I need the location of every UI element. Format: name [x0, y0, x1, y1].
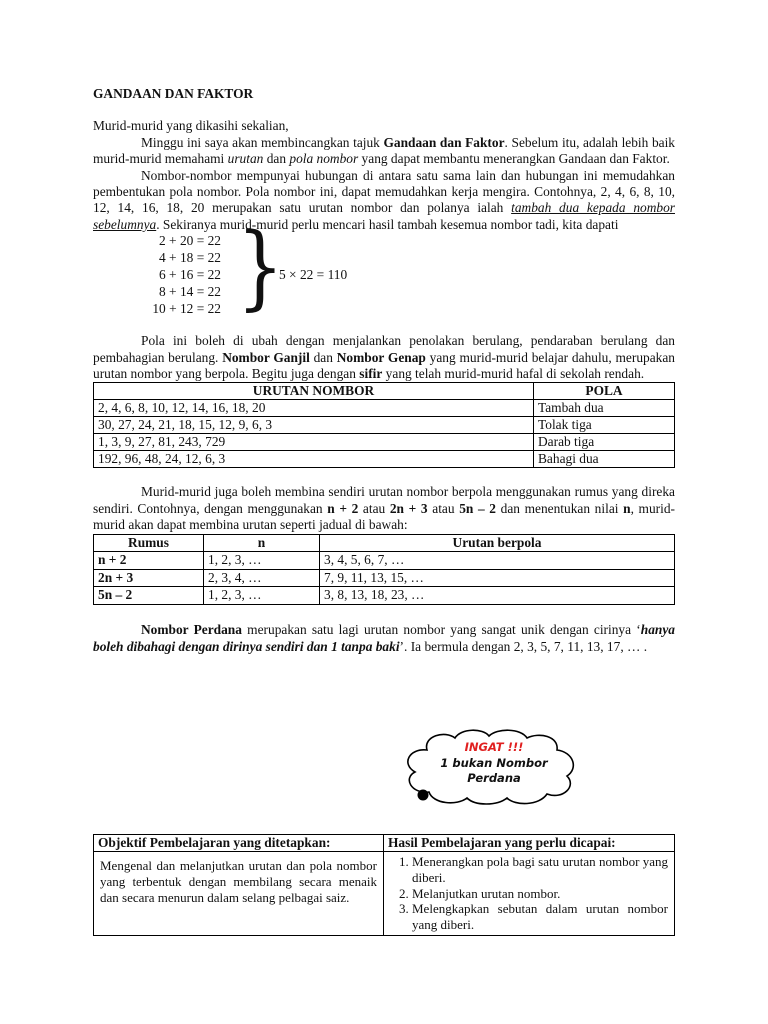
table-row [94, 552, 675, 570]
table-cell: 192, 96, 48, 24, 12, 6, 3 [94, 451, 534, 468]
sum-equation: 2 + 20 = 22 [159, 233, 221, 249]
table-cell: 30, 27, 24, 21, 18, 15, 12, 9, 6, 3 [94, 417, 534, 434]
table-row [94, 434, 675, 451]
sum-result: 5 × 22 = 110 [279, 267, 348, 283]
table-header-row [94, 534, 675, 552]
paragraph-formula: Murid-murid juga boleh membina sendiri urutan nombor berpola menggunakan rumus yang direka sendiri. Contohnya, dengan menggunakan n + 2 atau 2n + 3 atau 5n – 2 dan menentukan nilai n, murid-murid akan dapat membina urutan seperti jadual di bawah: [93, 484, 676, 533]
paragraph-intro: Minggu ini saya akan membincangkan tajuk Gandaan dan Faktor. Sebelum itu, adalah lebih baik murid-murid memahami urutan dan pola nombor yang dapat membantu menerangkan Gandaan dan Faktor. [93, 134, 675, 167]
column-header: Hasil Pembelajaran yang perlu dicapai: [384, 835, 675, 852]
column-header: POLA [534, 383, 675, 400]
paragraph-prime: Nombor Perdana merupakan satu lagi urutan nombor yang sangat unik dengan cirinya ‘hanya boleh dibahagi dengan dirinya sendiri dan 1 tanpa baki’. Ia bermula dengan 2, 3, 5, 7, 11, 13, 17, … . [93, 621, 675, 654]
table-row [94, 400, 675, 417]
table-cell: Tolak tiga [534, 417, 675, 434]
table-cell: 7, 9, 11, 13, 15, … [320, 569, 675, 587]
table-cell: 2, 3, 4, … [204, 569, 320, 587]
column-header: Urutan berpola [320, 534, 675, 552]
curly-brace-icon: } [236, 213, 284, 321]
table-cell: 5n – 2 [94, 587, 204, 605]
document-page [93, 86, 675, 655]
table-row [94, 587, 675, 605]
table-cell: 1, 2, 3, … [204, 552, 320, 570]
callout-warning: INGAT !!! [464, 740, 524, 754]
table-cell: Darab tiga [534, 434, 675, 451]
outcomes-list [390, 854, 668, 933]
table-row [94, 569, 675, 587]
formula-table [93, 534, 675, 605]
table-cell: Tambah dua [534, 400, 675, 417]
table-cell: 2, 4, 6, 8, 10, 12, 14, 16, 18, 20 [94, 400, 534, 417]
column-header: URUTAN NOMBOR [94, 383, 534, 400]
table-row [94, 451, 675, 468]
page-title: GANDAAN DAN FAKTOR [93, 86, 254, 101]
sum-equation: 8 + 14 = 22 [159, 284, 221, 300]
sum-equation: 10 + 12 = 22 [152, 301, 221, 317]
sum-equation: 4 + 18 = 22 [159, 250, 221, 266]
paragraph-patterns: Pola ini boleh di ubah dengan menjalankan penolakan berulang, pendaraban berulang dan pembahagian berulang. Nombor Ganjil dan Nombor Genap yang murid-murid belajar dahulu, merupakan urutan nombor yang berpola. Begitu juga dengan sifir yang telah murid-murid hafal di sekolah rendah. [93, 333, 676, 382]
table-cell: n + 2 [94, 552, 204, 570]
paragraph-number-pattern: Nombor-nombor mempunyai hubungan di antara satu sama lain dan hubungan ini memudahkan pembentukan pola nombor. Pola nombor ini, dapat memudahkan kerja mengira. Contohnya, 2, 4, 6, 8, 10, 12, 14, 16, 18, 20 merupakan satu urutan nombor dan polanya ialah tambah dua kepada nombor sebelumnya. Sekiranya murid-murid perlu mencari hasil tambah kesemua nombor tadi, kita dapati [93, 167, 675, 232]
callout-line: 1 bukan Nombor [440, 755, 548, 770]
column-header: Objektif Pembelajaran yang ditetapkan: [94, 835, 384, 852]
table-cell: 3, 4, 5, 6, 7, … [320, 552, 675, 570]
list-item: 1. Menerangkan pola bagi satu urutan nombor yang diberi. [412, 854, 668, 886]
table-cell: 1, 2, 3, … [204, 587, 320, 605]
sequence-pattern-table [93, 382, 675, 468]
column-header: n [204, 534, 320, 552]
table-row [94, 852, 675, 936]
table-header-row [94, 383, 675, 400]
callout-line: Perdana [467, 771, 521, 785]
table-row [94, 417, 675, 434]
outcomes-cell [384, 852, 675, 936]
column-header: Rumus [94, 534, 204, 552]
table-header-row [94, 835, 675, 852]
table-cell: 1, 3, 9, 27, 81, 243, 729 [94, 434, 534, 451]
list-item: 2. Melanjutkan urutan nombor. [412, 886, 668, 902]
sum-example [93, 213, 675, 321]
list-item: 3. Melengkapkan sebutan dalam urutan nombor yang diberi. [412, 901, 668, 933]
table-cell: Bahagi dua [534, 451, 675, 468]
table-cell: 3, 8, 13, 18, 23, … [320, 587, 675, 605]
learning-objectives-table [93, 834, 675, 936]
sum-equation: 6 + 16 = 22 [159, 267, 221, 283]
callout-text [420, 740, 568, 787]
objective-cell: Mengenal dan melanjutkan urutan dan pola nombor yang terbentuk dengan membilang secara menaik dan secara menurun dalam selang pelbagai saiz. [94, 852, 384, 936]
table-cell: 2n + 3 [94, 569, 204, 587]
greeting: Murid-murid yang dikasihi sekalian, [93, 118, 289, 134]
